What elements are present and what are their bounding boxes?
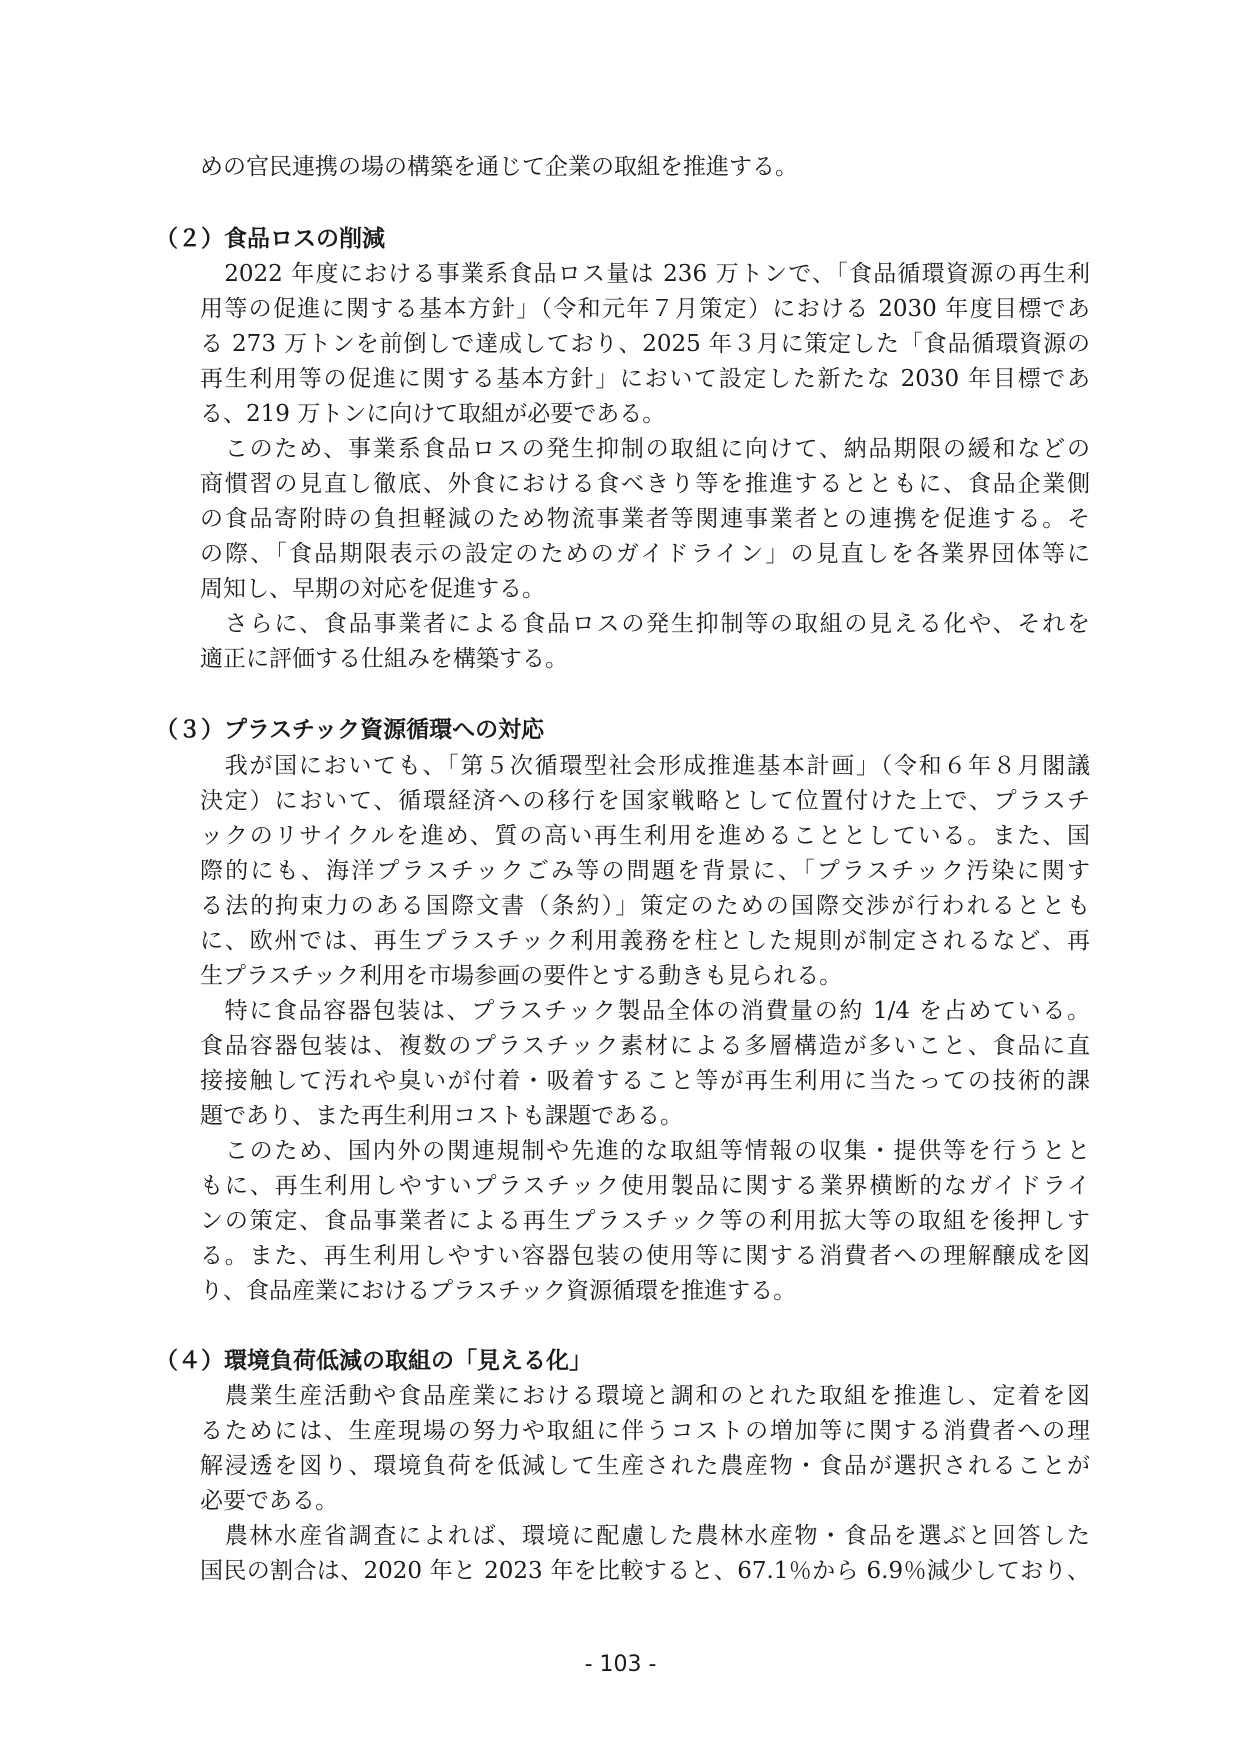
section-3-heading: （３）プラスチック資源循環への対応 <box>155 717 545 743</box>
text-line: めの官民連携の場の構築を通じて企業の取組を推進する。 <box>200 154 798 180</box>
text-line: に、欧州では、再生プラスチック利用義務を柱とした規則が制定されるなど、再 <box>200 928 1090 954</box>
text-line: 特に食品容器包装は、プラスチック製品全体の消費量の約 1/4 を占めている。 <box>200 998 1090 1024</box>
text-line: 解浸透を図り、環境負荷を低減して生産された農産物・食品が選択されることが <box>200 1453 1090 1479</box>
text-line: もに、再生利用しやすいプラスチック使用製品に関する業界横断的なガイドライ <box>200 1173 1090 1199</box>
page-number: - 103 - <box>584 1652 657 1677</box>
section-2-paragraph-1 <box>200 257 1090 432</box>
section-2-heading: （２）食品ロスの削減 <box>155 226 385 252</box>
text-line: 際的にも、海洋プラスチックごみ等の問題を背景に、「プラスチック汚染に関す <box>200 858 1090 884</box>
intro-paragraph <box>200 150 1090 185</box>
text-line: るためには、生産現場の努力や取組に伴うコストの増加等に関する消費者への理 <box>200 1418 1090 1444</box>
text-line: 決定）において、循環経済への移行を国家戦略として位置付けた上で、プラスチ <box>200 788 1090 814</box>
text-line: の際、「食品期限表示の設定のためのガイドライン」の見直しを各業界団体等に <box>200 541 1090 567</box>
text-line: る法的拘束力のある国際文書（条約）」策定のための国際交渉が行われるととも <box>200 893 1090 919</box>
text-line: 我が国においても、「第５次循環型社会形成推進基本計画」（令和６年８月閣議 <box>200 753 1090 779</box>
text-line: る 273 万トンを前倒しで達成しており、2025 年３月に策定した「食品循環資源の <box>200 331 1090 357</box>
text-line: 接接触して汚れや臭いが付着・吸着すること等が再生利用に当たっての技術的課 <box>200 1068 1090 1094</box>
text-line: 商慣習の見直し徹底、外食における食べきり等を推進するとともに、食品企業側 <box>200 471 1090 497</box>
text-line: る。また、再生利用しやすい容器包装の使用等に関する消費者への理解醸成を図 <box>200 1243 1090 1269</box>
text-line: 必要である。 <box>200 1488 338 1514</box>
section-4-paragraph-1 <box>200 1379 1090 1519</box>
section-3-paragraph-1 <box>200 749 1090 994</box>
text-line: このため、事業系食品ロスの発生抑制の取組に向けて、納品期限の緩和などの <box>200 436 1090 462</box>
section-3-paragraph-2 <box>200 994 1090 1134</box>
text-line: 題であり、また再生利用コストも課題である。 <box>200 1103 683 1129</box>
text-line: 2022 年度における事業系食品ロス量は 236 万トンで、「食品循環資源の再生利 <box>200 261 1090 287</box>
section-4-heading: （４）環境負荷低減の取組の「見える化」 <box>155 1348 592 1374</box>
text-line: 生プラスチック利用を市場参画の要件とする動きも見られる。 <box>200 963 843 989</box>
text-line: 農業生産活動や食品産業における環境と調和のとれた取組を推進し、定着を図 <box>200 1383 1090 1409</box>
section-2-paragraph-3 <box>200 607 1090 677</box>
text-line: 食品容器包装は、複数のプラスチック素材による多層構造が多いこと、食品に直 <box>200 1033 1090 1059</box>
text-line: 用等の促進に関する基本方針」（令和元年７月策定）における 2030 年度目標であ <box>200 296 1090 322</box>
text-line: さらに、食品事業者による食品ロスの発生抑制等の取組の見える化や、それを <box>200 611 1090 637</box>
text-line: り、食品産業におけるプラスチック資源循環を推進する。 <box>200 1278 797 1304</box>
text-line: 農林水産省調査によれば、環境に配慮した農林水産物・食品を選ぶと回答した <box>200 1523 1090 1549</box>
text-line: 適正に評価する仕組みを構築する。 <box>200 646 568 672</box>
text-line: る、219 万トンに向けて取組が必要である。 <box>200 401 666 427</box>
text-line: ックのリサイクルを進め、質の高い再生利用を進めることとしている。また、国 <box>200 823 1090 849</box>
text-line: 国民の割合は、2020 年と 2023 年を比較すると、67.1％から 6.9％減少しており、 <box>200 1558 1090 1584</box>
section-4-paragraph-2 <box>200 1519 1090 1589</box>
text-line: ンの策定、食品事業者による再生プラスチック等の利用拡大等の取組を後押しす <box>200 1208 1090 1234</box>
section-2-paragraph-2 <box>200 432 1090 607</box>
text-line: の食品寄附時の負担軽減のため物流事業者等関連事業者との連携を促進する。そ <box>200 506 1090 532</box>
text-line: 再生利用等の促進に関する基本方針」において設定した新たな 2030 年目標であ <box>200 366 1090 392</box>
text-line: このため、国内外の関連規制や先進的な取組等情報の収集・提供等を行うとと <box>200 1138 1090 1164</box>
section-3-paragraph-3 <box>200 1134 1090 1309</box>
text-line: 周知し、早期の対応を促進する。 <box>200 576 545 602</box>
